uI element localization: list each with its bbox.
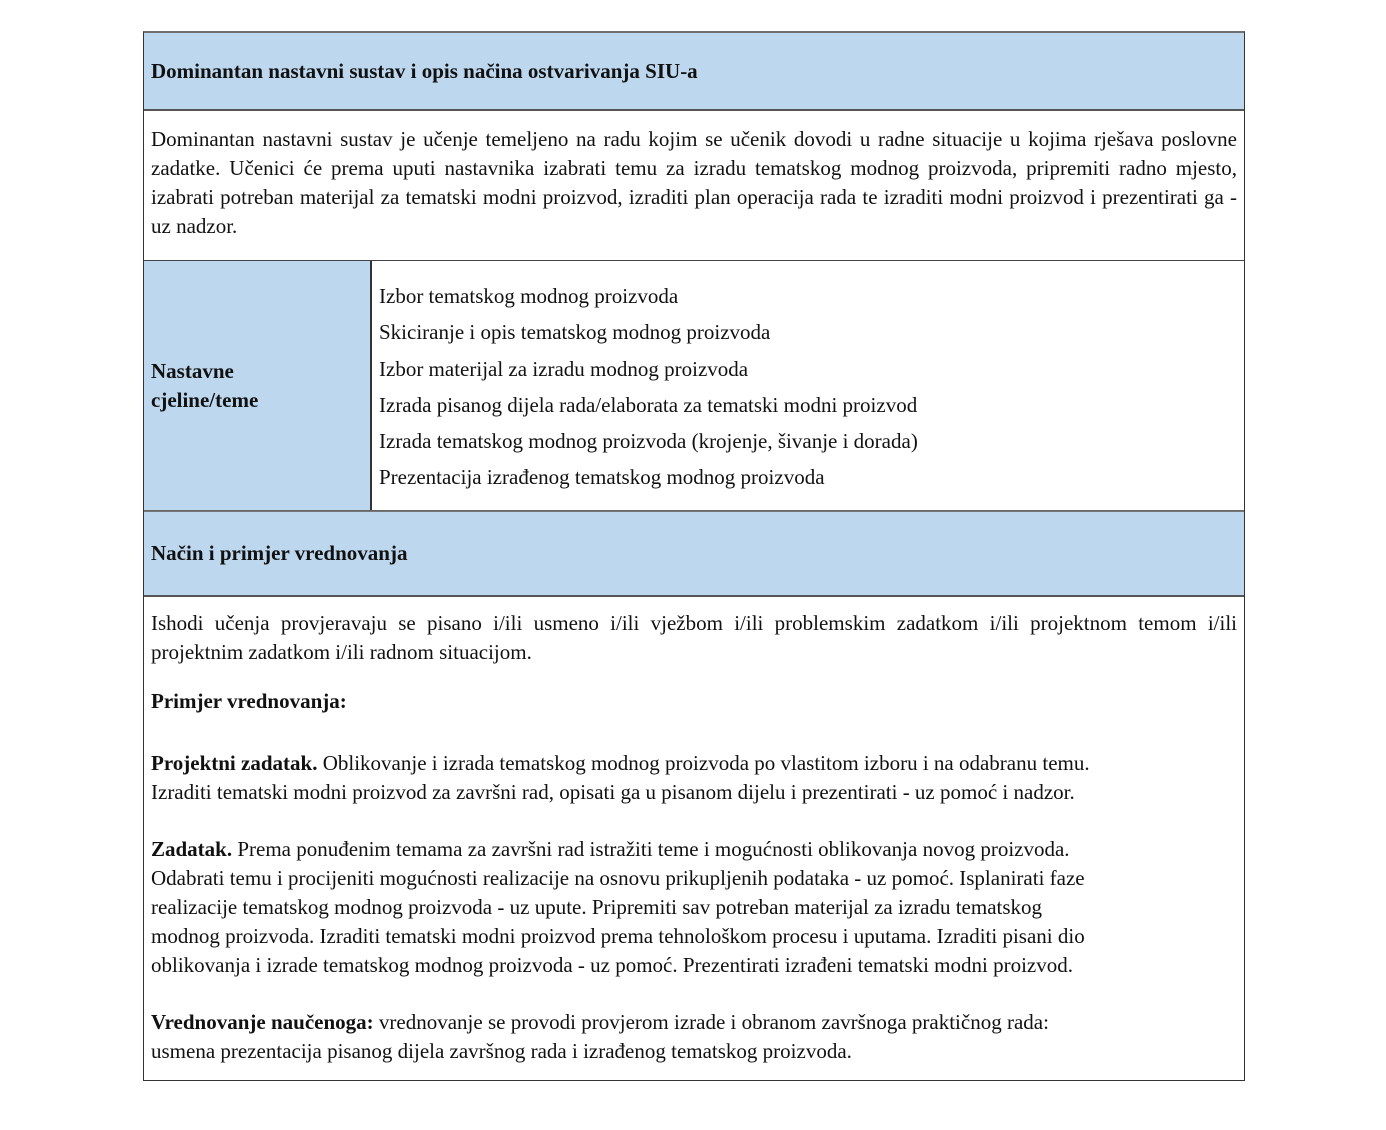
topic-item: Izbor tematskog modnog proizvoda <box>379 284 679 308</box>
task-line: oblikovanja i izrade tematskog modnog proizvoda - uz pomoć. Prezentirati izrađeni tematski modni proizvod. <box>151 953 1073 977</box>
project-task-label: Projektni zadatak. <box>151 751 318 775</box>
project-task-line2: Izraditi tematski modni proizvod za završni rad, opisati ga u pisanom dijelu i prezentirati - uz pomoć i nadzor. <box>151 780 1075 804</box>
task-line: modnog proizvoda. Izraditi tematski modni proizvod prema tehnološkom procesu i uputama. Izraditi pisani dio <box>151 924 1085 948</box>
topic-item: Prezentacija izrađenog tematskog modnog proizvoda <box>379 465 825 490</box>
example-heading: Primjer vrednovanja: <box>151 689 347 713</box>
curriculum-table <box>143 31 1245 1081</box>
evaluation-body <box>144 597 1244 1080</box>
topic-item: Skiciranje i opis tematskog modnog proizvoda <box>379 320 771 345</box>
topic-item: Izrada pisanog dijela rada/elaborata za tematski modni proizvod <box>379 392 918 417</box>
topics-row <box>144 261 1244 511</box>
section-title: Dominantan nastavni sustav i opis načina ostvarivanja SIU-a <box>151 58 698 83</box>
topics-label-cell <box>144 261 372 510</box>
evaluation-intro: Ishodi učenja provjeravaju se pisano i/ili usmeno i/ili vježbom i/ili problemskim zadatkom i/ili projektnom temom i/ili projektnim zadatkom i/ili radnom situacijom. <box>151 611 1237 664</box>
task-label: Zadatak. <box>151 837 233 861</box>
section-title: Način i primjer vrednovanja <box>151 541 408 565</box>
section-header-teaching-system <box>144 33 1244 111</box>
teaching-system-description <box>144 111 1244 261</box>
topic-item: Izbor materijal za izradu modnog proizvoda <box>379 356 749 381</box>
topics-label-line2: cjeline/teme <box>151 387 259 412</box>
topics-list <box>372 261 1244 510</box>
topics-label-line1: Nastavne <box>151 358 234 383</box>
task-line: Prema ponuđenim temama za završni rad istražiti teme i mogućnosti oblikovanja novog proizvoda. <box>232 837 1070 861</box>
topic-item: Izrada tematskog modnog proizvoda (krojenje, šivanje i dorada) <box>379 429 918 454</box>
description-text: Dominantan nastavni sustav je učenje temeljeno na radu kojim se učenik dovodi u radne situacije u kojima rješava poslovne zadatke. Učenici će prema uputi nastavnika izabrati temu za izradu tematskog modnog proizvoda, pripremiti radno mjesto, izabrati potreban materijal za tematski modni proizvod, izraditi plan operacija rada te izraditi modni proizvod i prezentirati ga - uz nadzor. <box>151 127 1237 238</box>
task-line: Odabrati temu i procijeniti mogućnosti realizacije na osnovu prikupljenih podataka - uz pomoć. Isplanirati faze <box>151 866 1085 890</box>
section-header-evaluation <box>144 511 1244 597</box>
assessment-line1: vrednovanje se provodi provjerom izrade i obranom završnoga praktičnog rada: <box>373 1010 1049 1034</box>
task-line: realizacije tematskog modnog proizvoda - uz upute. Pripremiti sav potreban materijal za izradu tematskog <box>151 895 1043 919</box>
task-paragraph <box>151 835 1237 980</box>
project-task-paragraph <box>151 749 1237 807</box>
assessment-paragraph <box>151 1008 1237 1066</box>
assessment-label: Vrednovanje naučenoga: <box>151 1010 374 1034</box>
project-task-line1: Oblikovanje i izrada tematskog modnog proizvoda po vlastitom izboru i na odabranu temu. <box>317 751 1090 775</box>
assessment-line2: usmena prezentacija pisanog dijela završnog rada i izrađenog tematskog proizvoda. <box>151 1039 852 1063</box>
